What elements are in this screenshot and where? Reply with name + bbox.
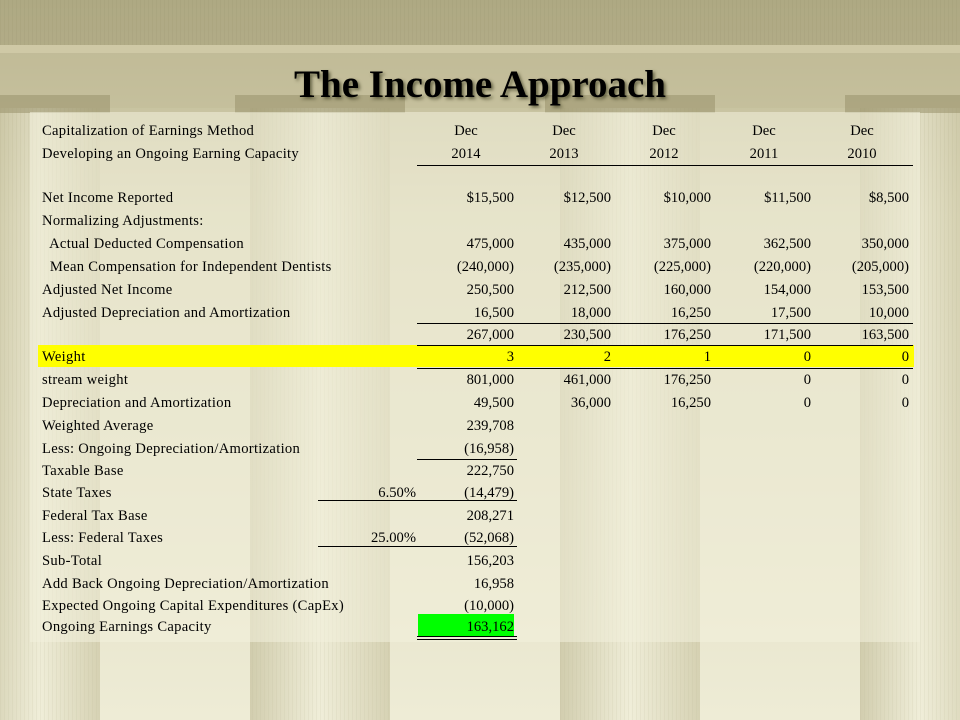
row-value: 176,250 [663,327,711,343]
tax-rate: 6.50% [378,485,416,501]
row-value: 163,500 [861,327,909,343]
taxable-base-rule [417,459,517,460]
row-value: 36,000 [570,395,611,411]
row-label: Mean Compensation for Independent Dentists [42,259,332,275]
row-value: $15,500 [466,190,514,206]
row-value: 2 [603,349,611,365]
row-label: Adjusted Depreciation and Amortization [42,305,291,321]
row-value: (240,000) [456,259,514,275]
row-value: 0 [901,349,909,365]
ongoing-earnings-capacity-value: 163,162 [466,619,514,635]
row-value: 267,000 [466,327,514,343]
row-value: 3 [506,349,514,365]
row-label: Depreciation and Amortization [42,395,232,411]
row-value: 435,000 [563,236,611,252]
row-value: 350,000 [861,236,909,252]
column-year-header: 2011 [749,146,779,162]
row-value: 16,250 [670,305,711,321]
column-year-header: 2012 [649,146,679,162]
row-value: 0 [803,395,811,411]
row-value: $11,500 [764,190,811,206]
column-month-header: Dec [454,123,478,139]
summary-value: 16,958 [473,576,514,592]
weight-top-rule [417,345,913,346]
column-year-header: 2014 [451,146,481,162]
summary-value: (14,479) [464,485,514,501]
summary-value: (52,068) [464,530,514,546]
row-value: $12,500 [563,190,611,206]
row-label: stream weight [42,372,129,388]
row-value: 250,500 [466,282,514,298]
summary-label: Ongoing Earnings Capacity [42,619,212,635]
column-month-header: Dec [752,123,776,139]
row-value: 17,500 [770,305,811,321]
tax-rate: 25.00% [371,530,416,546]
summary-label: Expected Ongoing Capital Expenditures (CapEx) [42,598,345,614]
row-label: Normalizing Adjustments: [42,213,204,229]
row-value: (225,000) [653,259,711,275]
summary-label: State Taxes [42,485,112,501]
column-month-header: Dec [850,123,874,139]
column-month-header: Dec [652,123,676,139]
result-double-rule [417,636,517,640]
federal-tax-rule [318,546,517,547]
row-label: Actual Deducted Compensation [42,236,244,252]
summary-value: (10,000) [464,598,514,614]
row-value: 461,000 [563,372,611,388]
summary-label: Weighted Average [42,418,154,434]
subtotal-rule [417,323,913,324]
summary-value: 239,708 [466,418,514,434]
column-year-header: 2010 [847,146,877,162]
row-value: 1 [703,349,711,365]
row-label: Adjusted Net Income [42,282,173,298]
row-value: 18,000 [570,305,611,321]
row-value: 0 [901,372,909,388]
row-value: (220,000) [753,259,811,275]
row-value: 16,250 [670,395,711,411]
row-label: Weight [42,349,86,365]
summary-value: (16,958) [464,441,514,457]
row-value: $10,000 [663,190,711,206]
summary-label: Less: Federal Taxes [42,530,164,546]
summary-label: Federal Tax Base [42,508,148,524]
header-underline [417,165,913,166]
row-value: 475,000 [466,236,514,252]
row-value: 801,000 [466,372,514,388]
row-value: 362,500 [763,236,811,252]
row-value: $8,500 [868,190,909,206]
row-value: 0 [901,395,909,411]
summary-label: Add Back Ongoing Depreciation/Amortization [42,576,329,592]
row-value: 0 [803,372,811,388]
row-value: 49,500 [473,395,514,411]
summary-label: Taxable Base [42,463,124,479]
weight-bottom-rule [417,368,913,369]
row-value: (205,000) [851,259,909,275]
slide-title: The Income Approach [294,63,666,106]
row-value: 10,000 [868,305,909,321]
row-value: 375,000 [663,236,711,252]
row-value: 154,000 [763,282,811,298]
method-label: Capitalization of Earnings Method [42,123,255,139]
row-value: 230,500 [563,327,611,343]
row-value: 16,500 [473,305,514,321]
column-month-header: Dec [552,123,576,139]
row-value: 160,000 [663,282,711,298]
summary-value: 222,750 [466,463,514,479]
summary-label: Less: Ongoing Depreciation/Amortization [42,441,301,457]
row-value: 153,500 [861,282,909,298]
state-tax-rule [318,500,517,501]
capacity-label: Developing an Ongoing Earning Capacity [42,146,299,162]
summary-value: 208,271 [466,508,514,524]
column-year-header: 2013 [549,146,579,162]
row-value: 212,500 [563,282,611,298]
row-value: 176,250 [663,372,711,388]
row-value: (235,000) [553,259,611,275]
row-value: 171,500 [763,327,811,343]
summary-value: 156,203 [466,553,514,569]
row-value: 0 [803,349,811,365]
row-label: Net Income Reported [42,190,174,206]
summary-label: Sub-Total [42,553,103,569]
